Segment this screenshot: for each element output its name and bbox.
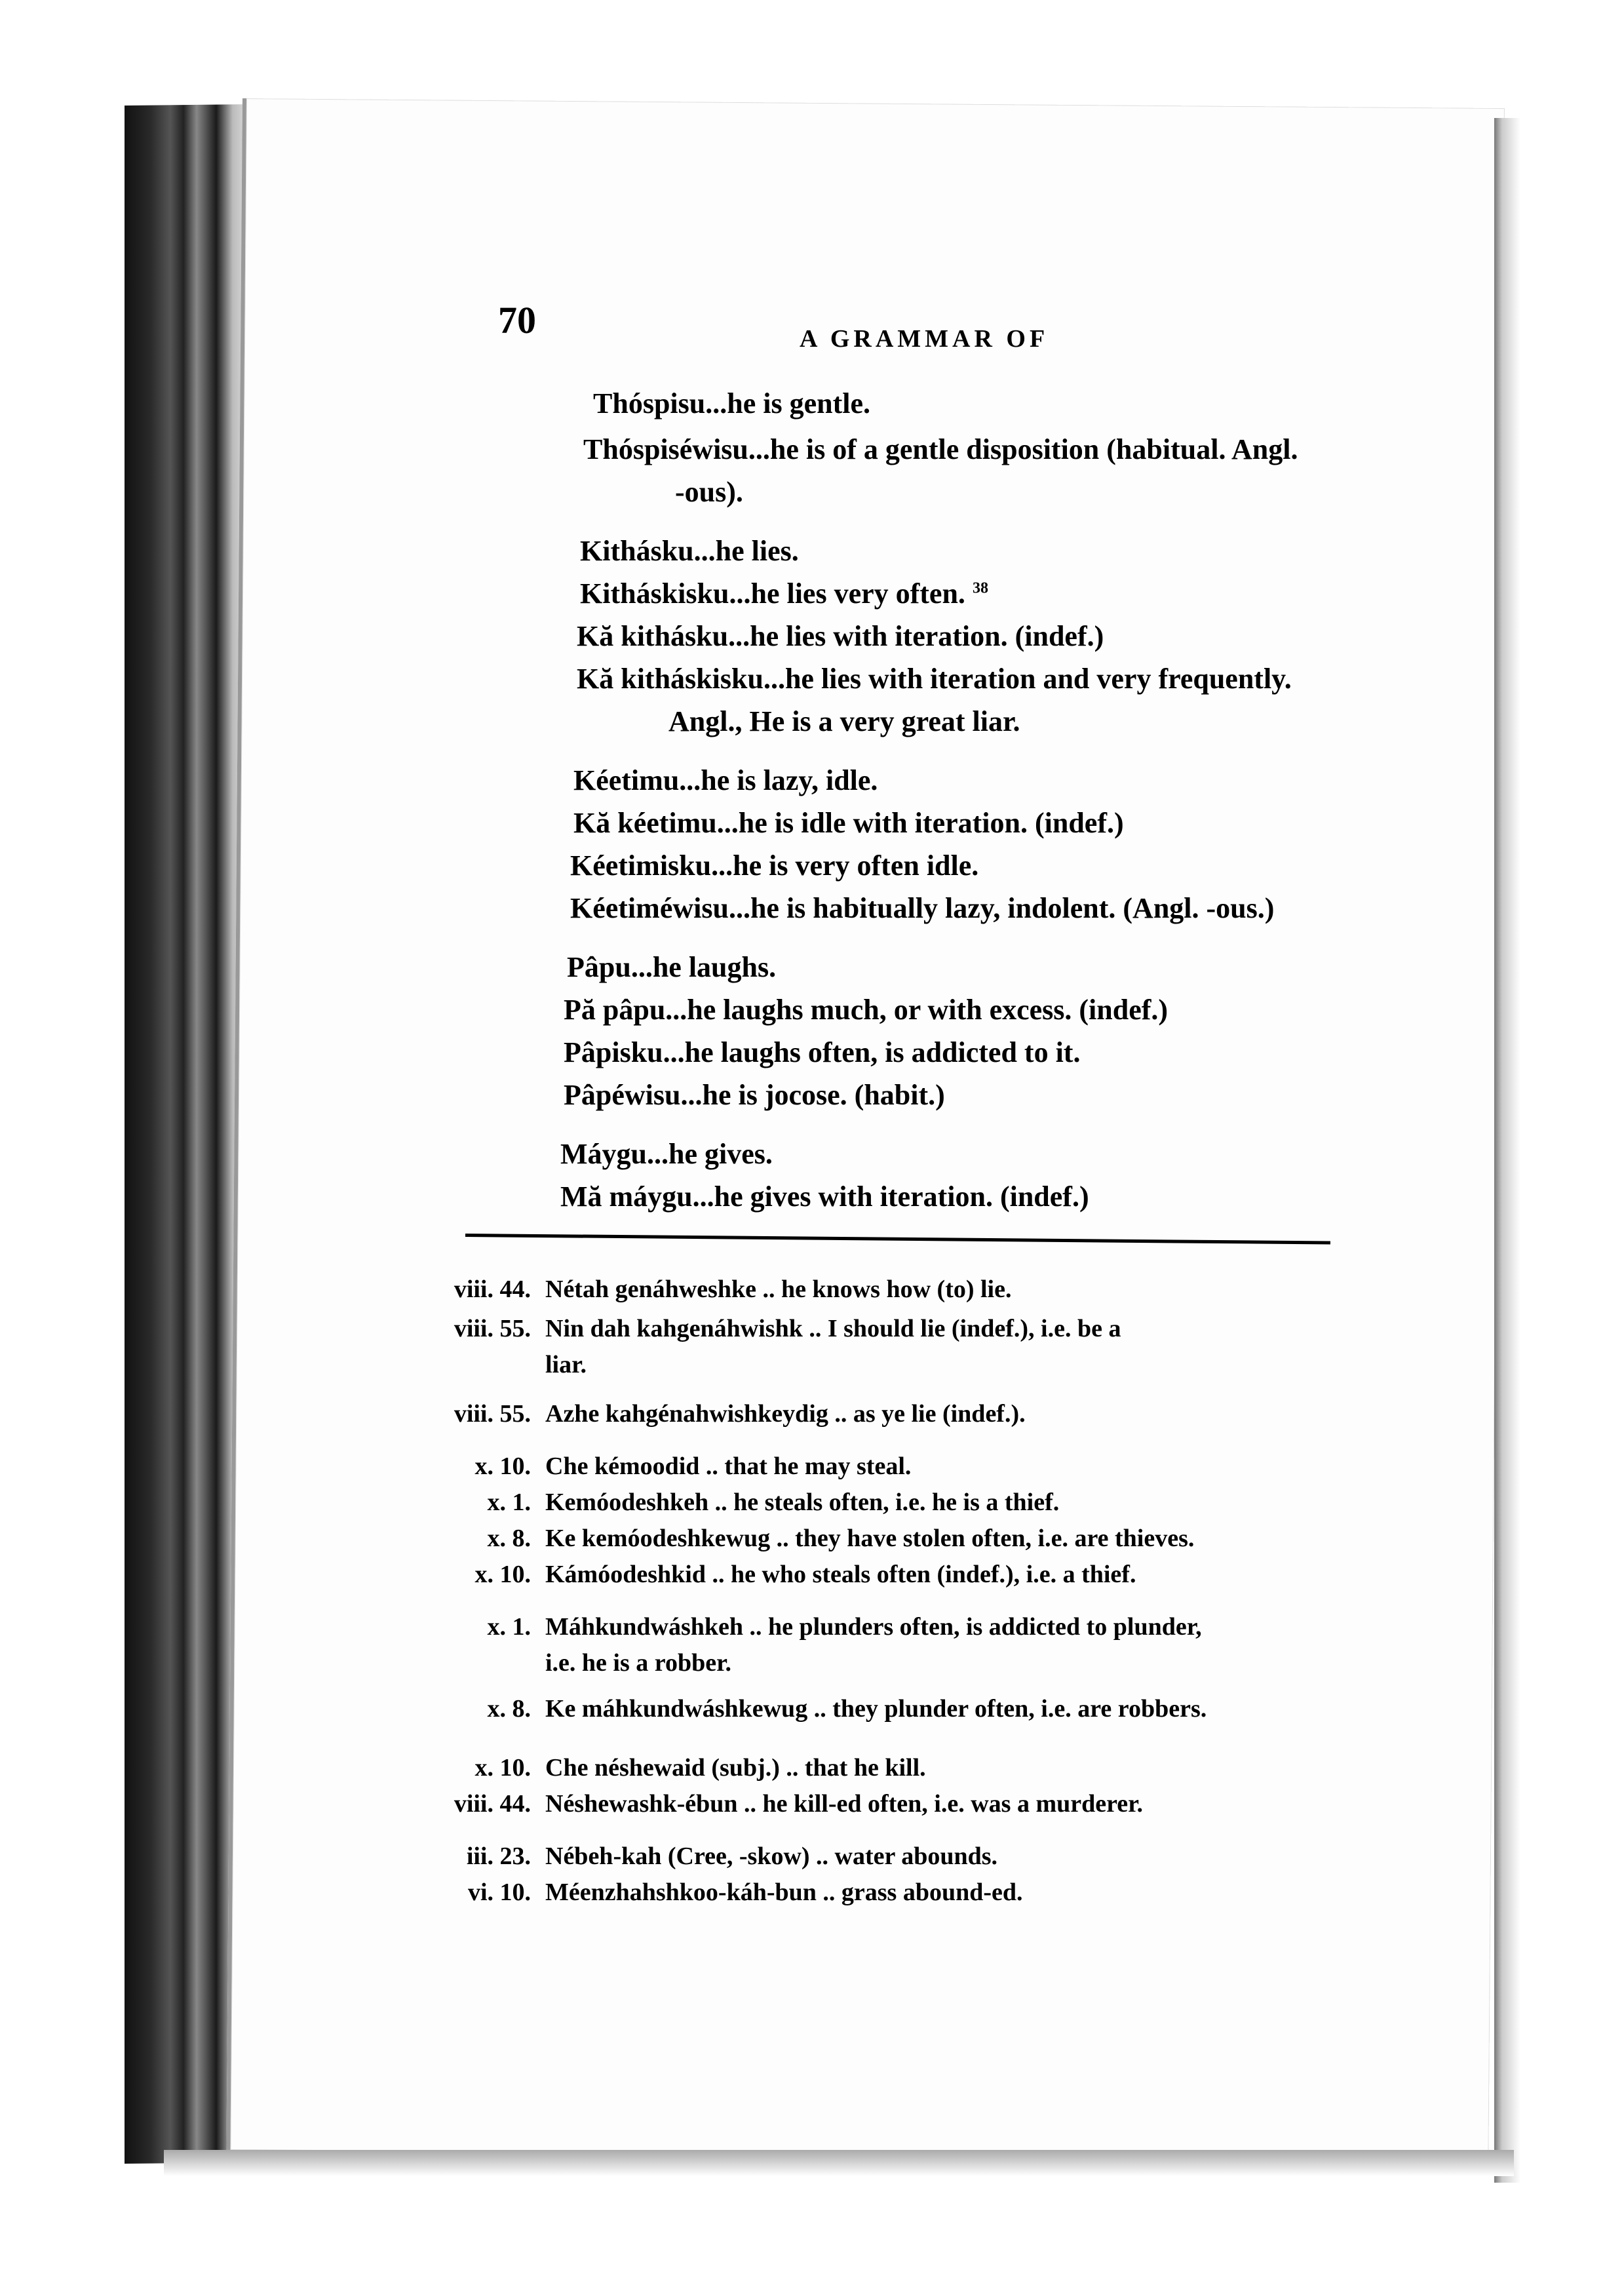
footnote-ref: 38 xyxy=(972,579,988,597)
footnote-line: x. 10. Che kémoodid .. that he may steal. xyxy=(474,1452,912,1480)
text-line: Pâpisku...he laughs often, is addicted to it. xyxy=(564,1036,1081,1068)
page-number: 70 xyxy=(498,299,536,341)
footnote-line: vi. 10. Méenzhahshkoo-káh-bun .. grass abound-ed. xyxy=(467,1879,1023,1906)
text-line: Kéetimu...he is lazy, idle. xyxy=(573,764,878,796)
text-line: Kéetimisku...he is very often idle. xyxy=(570,849,979,882)
next-page-edge xyxy=(1494,118,1520,2183)
page-bottom-shadow xyxy=(164,2150,1514,2176)
footnote-line: x. 1. Máhkundwáshkeh .. he plunders often, is addicted to plunder, xyxy=(487,1613,1202,1641)
text-line: Thóspisu...he is gentle. xyxy=(593,387,870,419)
footnote-line: iii. 23. Nébeh-kah (Cree, -skow) .. water abounds. xyxy=(466,1842,998,1870)
running-head: A GRAMMAR OF xyxy=(800,325,1049,353)
footnote-line: x. 10. Kámóodeshkid .. he who steals often (indef.), i.e. a thief. xyxy=(474,1561,1136,1588)
text-line: Kithásku...he lies. xyxy=(580,535,799,567)
footnote-line: viii. 55. Nin dah kahgenáhwishk .. I should lie (indef.), i.e. be a xyxy=(454,1315,1121,1342)
text-line: Máygu...he gives. xyxy=(560,1138,773,1170)
footnote-line: x. 8. Ke kemóodeshkewug .. they have stolen often, i.e. are thieves. xyxy=(487,1525,1195,1552)
text-line: Mă máygu...he gives with iteration. (indef.) xyxy=(560,1180,1089,1213)
footnote-line: x. 1. Kemóodeshkeh .. he steals often, i.e. he is a thief. xyxy=(487,1489,1060,1516)
footnote-line: viii. 44. Néshewashk-ébun .. he kill-ed often, i.e. was a murderer. xyxy=(454,1790,1144,1818)
footnote-line: x. 10. Che néshewaid (subj.) .. that he kill. xyxy=(474,1754,926,1782)
footnote-line: x. 8. Ke máhkundwáshkewug .. they plunder often, i.e. are robbers. xyxy=(487,1695,1207,1723)
text-line: Pâpéwisu...he is jocose. (habit.) xyxy=(564,1079,945,1111)
footnote-line: i.e. he is a robber. xyxy=(545,1649,731,1677)
text-line: Kă kitháskisku...he lies with iteration and very frequently. xyxy=(577,663,1292,695)
text-line: Pă pâpu...he laughs much, or with excess. (indef.) xyxy=(564,994,1169,1026)
text-line: Pâpu...he laughs. xyxy=(567,951,777,983)
text-line: Angl., He is a very great liar. xyxy=(668,705,1020,737)
text-line: -ous). xyxy=(675,476,743,508)
text-line: Thóspiséwisu...he is of a gentle disposition (habitual. Angl. xyxy=(583,433,1298,465)
footnote-line: viii. 44. Nétah genáhweshke .. he knows how (to) lie. xyxy=(454,1276,1012,1303)
text-line: Kéetiméwisu...he is habitually lazy, indolent. (Angl. -ous.) xyxy=(570,892,1275,924)
text-line: Kitháskisku...he lies very often. $^{38}$ xyxy=(580,577,988,610)
text-line: Kă kithásku...he lies with iteration. (indef.) xyxy=(577,620,1104,652)
text-line: Kă kéetimu...he is idle with iteration. (indef.) xyxy=(573,807,1124,839)
footnote-line: viii. 55. Azhe kahgénahwishkeydig .. as ye lie (indef.). xyxy=(454,1400,1026,1428)
footnote-line: liar. xyxy=(545,1351,587,1378)
